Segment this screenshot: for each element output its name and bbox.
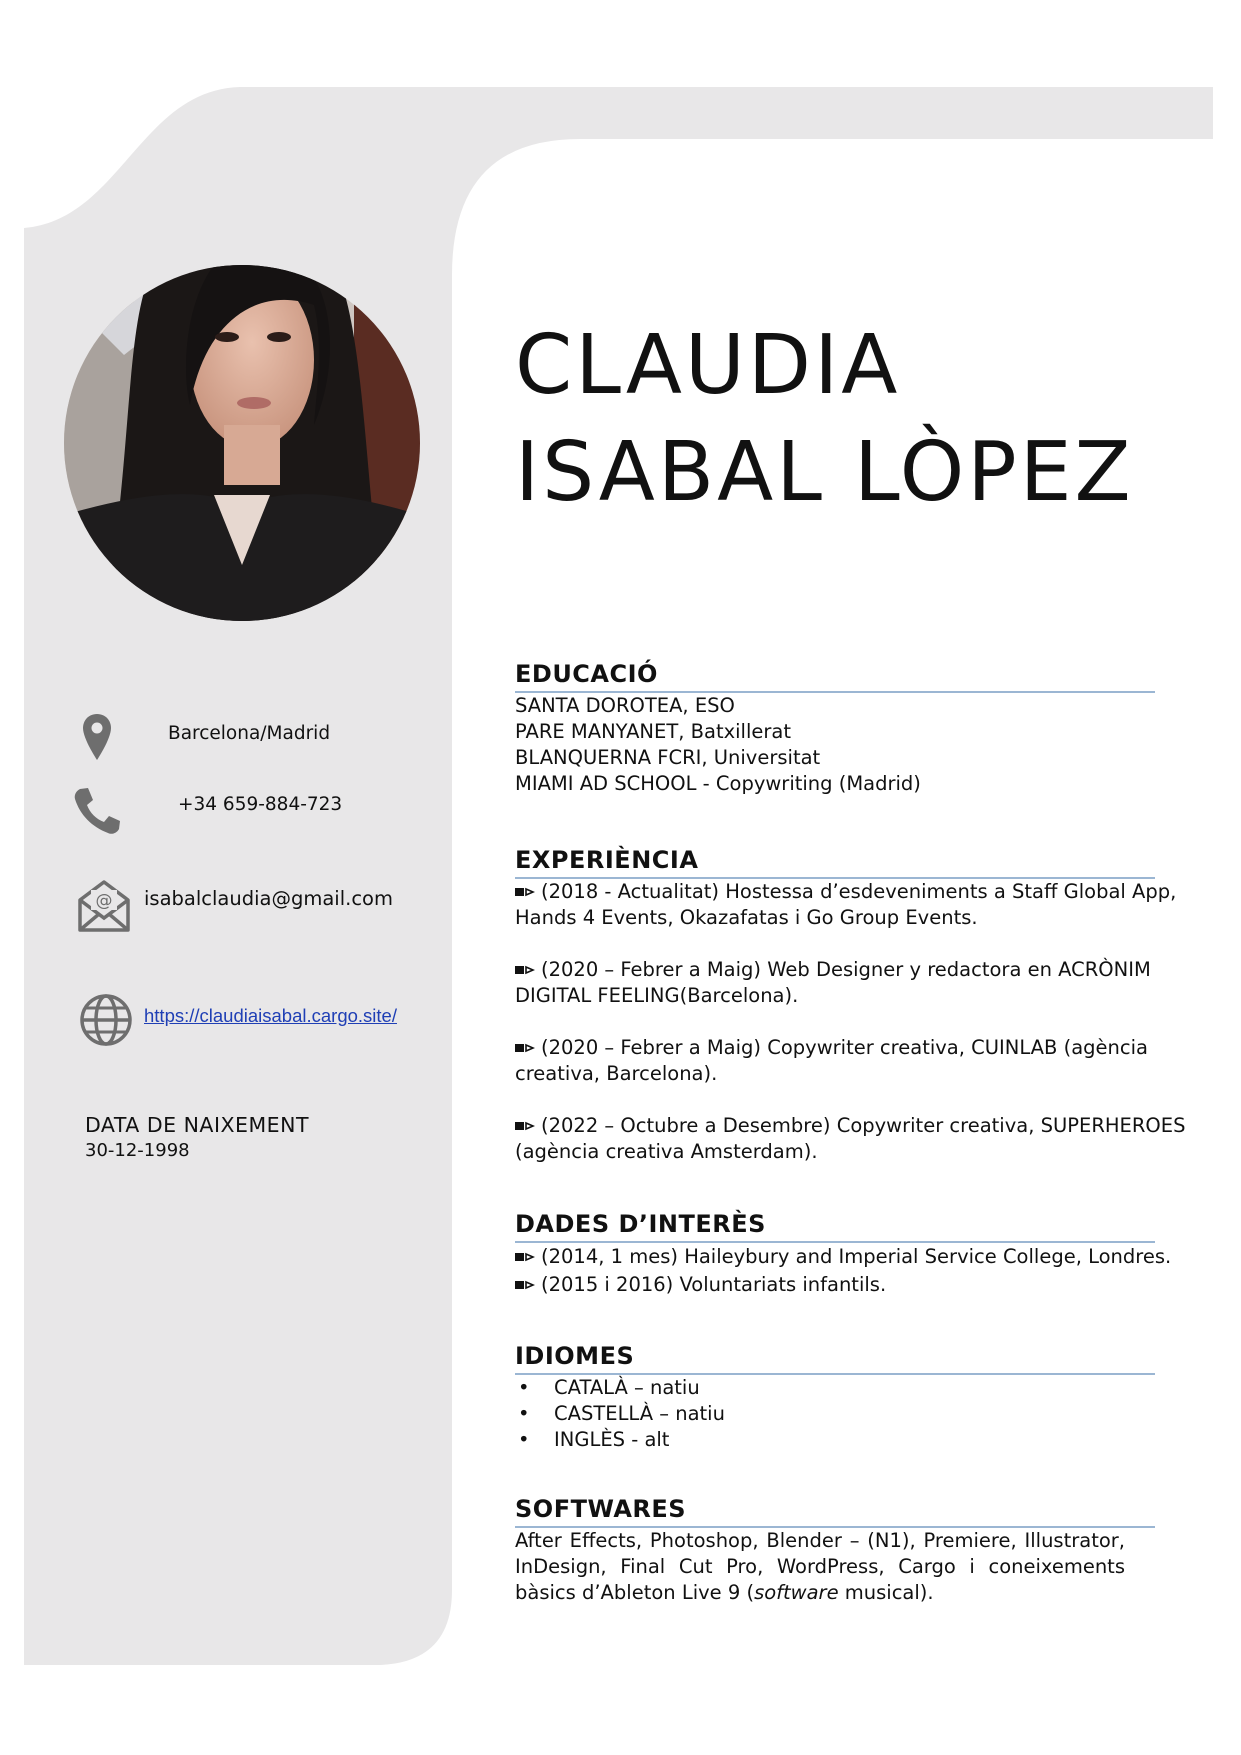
education-list bbox=[515, 693, 1155, 797]
software-text bbox=[515, 1528, 1125, 1606]
list-item bbox=[515, 1401, 1155, 1427]
name-first: CLAUDIA bbox=[515, 318, 901, 413]
arrow-bullet-icon bbox=[515, 887, 535, 897]
section-title: EXPERIÈNCIA bbox=[515, 845, 1155, 879]
education-section bbox=[515, 659, 1155, 797]
experience-text: (2022 – Octubre a Desembre) Copywriter creativa, SUPERHEROES (agència creativa Amsterdam). bbox=[515, 1114, 1186, 1163]
phone-text: +34 659-884-723 bbox=[178, 794, 343, 815]
birth-date-value: 30-12-1998 bbox=[85, 1140, 190, 1161]
interest-text: (2015 i 2016) Voluntariats infantils. bbox=[541, 1273, 887, 1296]
svg-text:@: @ bbox=[95, 891, 113, 911]
location-pin-icon bbox=[82, 713, 112, 761]
language-text: CASTELLÀ – natiu bbox=[554, 1402, 725, 1425]
software-text-end: musical). bbox=[838, 1581, 934, 1604]
arrow-bullet-icon bbox=[515, 1252, 535, 1262]
bullet: • bbox=[518, 1428, 530, 1451]
experience-text: (2020 – Febrer a Maig) Copywriter creativa, CUINLAB (agència creativa, Barcelona). bbox=[515, 1036, 1148, 1085]
profile-photo bbox=[64, 265, 420, 621]
list-item bbox=[515, 879, 1215, 931]
arrow-bullet-icon bbox=[515, 1121, 535, 1131]
arrow-bullet-icon bbox=[515, 1280, 535, 1290]
list-item bbox=[515, 1113, 1215, 1165]
software-text-main: After Effects, Photoshop, Blender – (N1), Premiere, Illustrator, InDesign, Final Cut Pro, WordPress, Cargo i coneixements bàsics d’Ableton Live 9 ( bbox=[515, 1529, 1125, 1604]
list-item bbox=[515, 1035, 1215, 1087]
list-item: SANTA DOROTEA, ESO bbox=[515, 694, 735, 717]
list-item bbox=[515, 1271, 1215, 1299]
mail-icon bbox=[77, 878, 131, 932]
software-text-italic: software bbox=[754, 1581, 839, 1604]
section-title: EDUCACIÓ bbox=[515, 659, 1155, 693]
location-text: Barcelona/Madrid bbox=[168, 723, 331, 744]
list-item: PARE MANYANET, Batxillerat bbox=[515, 720, 791, 743]
globe-icon bbox=[79, 993, 133, 1047]
languages-list bbox=[515, 1375, 1155, 1453]
interests-section bbox=[515, 1209, 1215, 1299]
arrow-bullet-icon bbox=[515, 965, 535, 975]
section-title: IDIOMES bbox=[515, 1341, 1155, 1375]
list-item bbox=[515, 1427, 1155, 1453]
experience-section bbox=[515, 845, 1215, 1165]
section-title: DADES D’INTERÈS bbox=[515, 1209, 1155, 1243]
bullet: • bbox=[518, 1402, 530, 1425]
birth-date-label: DATA DE NAIXEMENT bbox=[85, 1113, 309, 1137]
interests-list bbox=[515, 1243, 1215, 1299]
phone-icon bbox=[72, 786, 122, 836]
bullet: • bbox=[518, 1376, 530, 1399]
experience-text: (2018 - Actualitat) Hostessa d’esdeveniments a Staff Global App, Hands 4 Events, Okazafatas i Go Group Events. bbox=[515, 880, 1177, 929]
list-item: BLANQUERNA FCRI, Universitat bbox=[515, 746, 821, 769]
experience-text: (2020 – Febrer a Maig) Web Designer y redactora en ACRÒNIM DIGITAL FEELING(Barcelona). bbox=[515, 958, 1151, 1007]
software-section bbox=[515, 1494, 1155, 1606]
experience-list bbox=[515, 879, 1215, 1165]
interest-text: (2014, 1 mes) Haileybury and Imperial Service College, Londres. bbox=[541, 1245, 1172, 1268]
language-text: INGLÈS - alt bbox=[554, 1428, 670, 1451]
name-last: ISABAL LÒPEZ bbox=[515, 425, 1134, 520]
section-title: SOFTWARES bbox=[515, 1494, 1155, 1528]
list-item bbox=[515, 1375, 1155, 1401]
email-text[interactable]: isabalclaudia@gmail.com bbox=[144, 887, 393, 910]
list-item bbox=[515, 957, 1215, 1009]
language-text: CATALÀ – natiu bbox=[554, 1376, 700, 1399]
website-link[interactable]: https://claudiaisabal.cargo.site/ bbox=[144, 1005, 397, 1026]
languages-section bbox=[515, 1341, 1155, 1453]
list-item: MIAMI AD SCHOOL - Copywriting (Madrid) bbox=[515, 772, 921, 795]
arrow-bullet-icon bbox=[515, 1043, 535, 1053]
list-item bbox=[515, 1243, 1215, 1271]
